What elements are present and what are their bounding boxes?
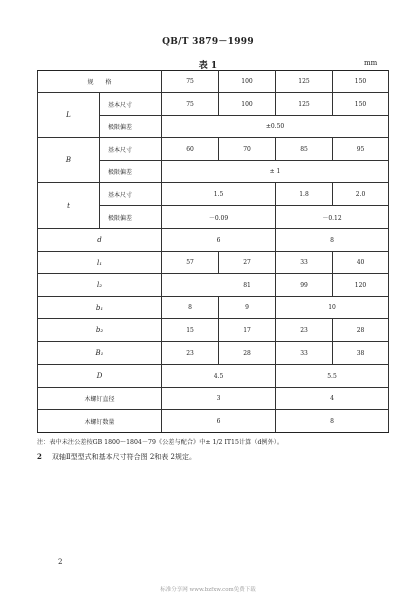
table-row xyxy=(38,342,389,365)
value-cell: 33 xyxy=(276,252,333,274)
document-header: QB/T 3879－1999 xyxy=(162,37,254,47)
clause-number: 2 xyxy=(37,452,42,461)
empty-cell xyxy=(162,274,219,297)
value-cell: 28 xyxy=(333,319,389,342)
table-row xyxy=(38,252,389,274)
value-cell: 60 xyxy=(162,138,219,161)
value-cell: 33 xyxy=(276,342,333,365)
table-row xyxy=(38,138,389,161)
clause-text: 双轴Ⅱ型型式和基本尺寸符合图 2和表 2规定。 xyxy=(51,453,196,461)
symbol-l1: l₁ xyxy=(38,252,162,274)
table-row xyxy=(38,319,389,342)
value-cell: 150 xyxy=(333,93,389,116)
value-cell: ±0.50 xyxy=(162,116,389,138)
value-cell: －0.09 xyxy=(162,206,276,229)
value-cell: ± 1 xyxy=(162,161,389,183)
value-cell: 6 xyxy=(162,229,276,252)
value-cell: 27 xyxy=(219,252,276,274)
value-cell: 4 xyxy=(276,388,389,410)
value-cell: 125 xyxy=(276,93,333,116)
tolerance-label: 极限偏差 xyxy=(100,116,162,138)
table-row xyxy=(38,274,389,297)
table-row xyxy=(38,388,389,410)
screw-count-label: 木螺钉数量 xyxy=(38,410,162,433)
size-cell: 125 xyxy=(276,71,333,93)
value-cell: 3 xyxy=(162,388,276,410)
value-cell: 38 xyxy=(333,342,389,365)
symbol-b1: b₁ xyxy=(38,297,162,319)
value-cell: 8 xyxy=(276,410,389,433)
table-note: 注：表中未注公差按GB 1800～1804－79《公差与配合》中± 1/2 IT15计算（d例外）。 xyxy=(37,439,284,446)
table-row xyxy=(38,93,389,116)
symbol-d: d xyxy=(38,229,162,252)
table-row xyxy=(38,365,389,388)
basic-size-label: 基本尺寸 xyxy=(100,138,162,161)
symbol-D: D xyxy=(38,365,162,388)
symbol-L: L xyxy=(38,93,100,138)
symbol-B1: B₁ xyxy=(38,342,162,365)
watermark-footer: 标准分享网 www.bzfxw.com免费下载 xyxy=(160,587,256,593)
clause-2 xyxy=(37,452,196,462)
page-number: 2 xyxy=(58,558,63,566)
table-row xyxy=(38,183,389,206)
value-cell: 23 xyxy=(162,342,219,365)
table-row xyxy=(38,297,389,319)
value-cell: 6 xyxy=(162,410,276,433)
value-cell: 70 xyxy=(219,138,276,161)
value-cell: 2.0 xyxy=(333,183,389,206)
value-cell: 1.8 xyxy=(276,183,333,206)
value-cell: 17 xyxy=(219,319,276,342)
value-cell: 15 xyxy=(162,319,219,342)
value-cell: 95 xyxy=(333,138,389,161)
value-cell: 1.5 xyxy=(162,183,276,206)
value-cell: 85 xyxy=(276,138,333,161)
size-cell: 150 xyxy=(333,71,389,93)
value-cell: 120 xyxy=(333,274,389,297)
value-cell: 75 xyxy=(162,93,219,116)
value-cell: 100 xyxy=(219,93,276,116)
value-cell: 99 xyxy=(276,274,333,297)
value-cell: 57 xyxy=(162,252,219,274)
value-cell: 81 xyxy=(219,274,276,297)
tolerance-label: 极限偏差 xyxy=(100,206,162,229)
screw-diameter-label: 木螺钉直径 xyxy=(38,388,162,410)
value-cell: 8 xyxy=(162,297,219,319)
basic-size-label: 基本尺寸 xyxy=(100,93,162,116)
spec-label: 规 格 xyxy=(38,71,162,93)
value-cell: 8 xyxy=(276,229,389,252)
table-row xyxy=(38,71,389,93)
table-row xyxy=(38,410,389,433)
size-cell: 100 xyxy=(219,71,276,93)
table-caption: 表 1 xyxy=(198,61,218,71)
value-cell: 28 xyxy=(219,342,276,365)
symbol-B: B xyxy=(38,138,100,183)
value-cell: 23 xyxy=(276,319,333,342)
tolerance-label: 极限偏差 xyxy=(100,161,162,183)
symbol-t: t xyxy=(38,183,100,229)
value-cell: －0.12 xyxy=(276,206,389,229)
size-cell: 75 xyxy=(162,71,219,93)
value-cell: 5.5 xyxy=(276,365,389,388)
value-cell: 40 xyxy=(333,252,389,274)
basic-size-label: 基本尺寸 xyxy=(100,183,162,206)
value-cell: 4.5 xyxy=(162,365,276,388)
spec-table xyxy=(37,70,389,433)
value-cell: 10 xyxy=(276,297,389,319)
value-cell: 9 xyxy=(219,297,276,319)
table-unit: mm xyxy=(364,59,378,67)
table-row xyxy=(38,229,389,252)
symbol-b2: b₂ xyxy=(38,319,162,342)
symbol-l2: l₂ xyxy=(38,274,162,297)
